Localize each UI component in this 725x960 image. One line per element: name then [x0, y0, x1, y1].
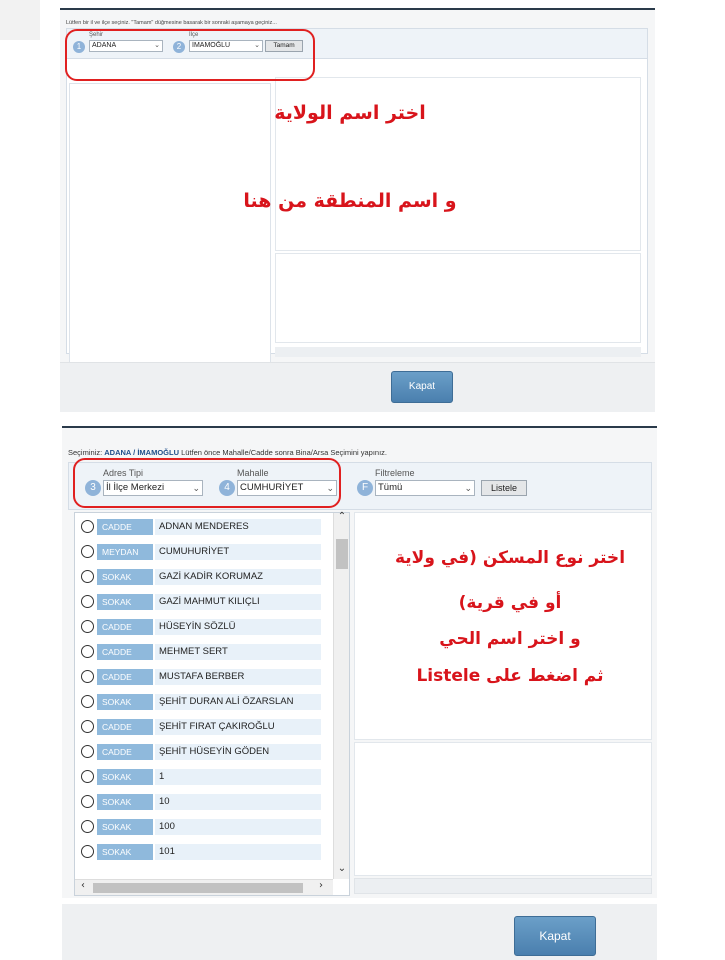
- street-type-tag: CADDE: [97, 619, 153, 635]
- city-value: ADANA: [92, 42, 117, 49]
- highlight-type-neighborhood: [73, 458, 341, 508]
- street-name: HÜSEYİN SÖZLÜ: [155, 619, 321, 635]
- scroll-down-icon[interactable]: ⌄: [337, 863, 347, 874]
- instruction-line-1: اختر نوع المسكن (في ولاية: [394, 548, 626, 568]
- dialog-hint: Lütfen bir il ve ilçe seçiniz. "Tamam" düğmesine basarak bir sonraki aşamaya geçiniz...: [66, 20, 277, 26]
- address-type-label: Adres Tipi: [103, 468, 144, 478]
- background-shade: [0, 0, 40, 40]
- dialog-footer: [62, 904, 657, 960]
- hint-prefix: Seçiminiz:: [68, 448, 105, 457]
- street-type-tag: SOKAK: [97, 844, 153, 860]
- street-row[interactable]: [75, 567, 331, 587]
- street-type-tag: MEYDAN: [97, 544, 153, 560]
- step-3-badge: 3: [85, 480, 101, 496]
- radio-button[interactable]: [81, 670, 94, 683]
- right-info-area: [354, 512, 652, 740]
- street-type-tag: SOKAK: [97, 769, 153, 785]
- filter-select[interactable]: [375, 480, 475, 496]
- city-label: Şehir: [89, 32, 104, 38]
- radio-button[interactable]: [81, 845, 94, 858]
- filter-badge: F: [357, 480, 373, 496]
- street-name: MUSTAFA BERBER: [155, 669, 321, 685]
- street-row[interactable]: [75, 517, 331, 537]
- radio-button[interactable]: [81, 695, 94, 708]
- street-name: ŞEHİT HÜSEYİN GÖDEN: [155, 744, 321, 760]
- street-type-tag: SOKAK: [97, 794, 153, 810]
- close-button[interactable]: Kapat: [514, 916, 596, 956]
- street-row[interactable]: [75, 767, 331, 787]
- scroll-right-icon[interactable]: ›: [319, 880, 323, 891]
- left-list-area: [69, 83, 271, 363]
- street-row[interactable]: [75, 667, 331, 687]
- chevron-down-icon: ⌄: [154, 42, 160, 49]
- dialog-footer: [60, 362, 655, 412]
- street-name: MEHMET SERT: [155, 644, 321, 660]
- street-type-tag: CADDE: [97, 519, 153, 535]
- street-name: 100: [155, 819, 321, 835]
- instruction-line-1: اختر اسم الولاية: [274, 102, 426, 124]
- street-type-tag: CADDE: [97, 719, 153, 735]
- radio-button[interactable]: [81, 520, 94, 533]
- hint-selection: ADANA / İMAMOĞLU: [104, 448, 179, 457]
- street-name: ŞEHİT FIRAT ÇAKIROĞLU: [155, 719, 321, 735]
- filter-value: Tümü: [378, 482, 403, 493]
- street-name: CUMUHURİYET: [155, 544, 321, 560]
- dialog-hint: [68, 448, 387, 457]
- instruction-line-4: ثم اضغط على Listele: [416, 666, 604, 686]
- street-type-tag: CADDE: [97, 644, 153, 660]
- street-name: ŞEHİT DURAN ALİ ÖZARSLAN: [155, 694, 321, 710]
- street-name: GAZİ MAHMUT KILIÇLI: [155, 594, 321, 610]
- radio-button[interactable]: [81, 770, 94, 783]
- street-row[interactable]: [75, 592, 331, 612]
- chevron-down-icon: ⌄: [254, 42, 260, 49]
- radio-button[interactable]: [81, 795, 94, 808]
- radio-button[interactable]: [81, 820, 94, 833]
- scroll-up-icon[interactable]: ⌃: [337, 511, 347, 522]
- radio-button[interactable]: [81, 645, 94, 658]
- hint-suffix: Lütfen önce Mahalle/Cadde sonra Bina/Arsa Seçimini yapınız.: [178, 448, 388, 457]
- street-name: 1: [155, 769, 321, 785]
- step-4-badge: 4: [219, 480, 235, 496]
- chevron-down-icon: ⌄: [464, 483, 472, 493]
- street-type-tag: SOKAK: [97, 594, 153, 610]
- step-2-badge: 2: [173, 41, 185, 53]
- instruction-line-2: و اسم المنطقة من هنا: [243, 190, 457, 212]
- step-1-badge: 1: [73, 41, 85, 53]
- street-type-tag: CADDE: [97, 669, 153, 685]
- neighborhood-label: Mahalle: [237, 468, 269, 478]
- street-list: [74, 512, 350, 896]
- scroll-thumb[interactable]: [93, 883, 303, 893]
- street-type-tag: SOKAK: [97, 694, 153, 710]
- radio-button[interactable]: [81, 570, 94, 583]
- radio-button[interactable]: [81, 720, 94, 733]
- street-row[interactable]: [75, 742, 331, 762]
- street-name: 101: [155, 844, 321, 860]
- right-scrollbar[interactable]: [275, 347, 641, 357]
- highlight-city-district: [65, 29, 315, 81]
- district-label: İlçe: [189, 32, 199, 38]
- instruction-line-2: أو في قرية): [458, 593, 562, 613]
- address-type-value: İl İlçe Merkezi: [106, 482, 165, 493]
- right-scrollbar[interactable]: [354, 878, 652, 894]
- street-type-tag: SOKAK: [97, 569, 153, 585]
- street-type-tag: CADDE: [97, 744, 153, 760]
- street-row[interactable]: [75, 542, 331, 562]
- filter-label: Filtreleme: [375, 468, 415, 478]
- street-row[interactable]: [75, 792, 331, 812]
- radio-button[interactable]: [81, 595, 94, 608]
- radio-button[interactable]: [81, 545, 94, 558]
- street-name: 10: [155, 794, 321, 810]
- right-detail-area: [275, 253, 641, 343]
- radio-button[interactable]: [81, 620, 94, 633]
- street-row[interactable]: [75, 642, 331, 662]
- scroll-left-icon[interactable]: ‹: [81, 880, 85, 891]
- horizontal-scrollbar[interactable]: [75, 879, 333, 895]
- list-button[interactable]: Listele: [481, 480, 527, 496]
- neighborhood-value: CUMHURİYET: [240, 482, 304, 493]
- close-button[interactable]: Kapat: [391, 371, 453, 403]
- street-name: GAZİ KADİR KORUMAZ: [155, 569, 321, 585]
- street-row[interactable]: [75, 692, 331, 712]
- ok-button[interactable]: Tamam: [265, 40, 303, 52]
- street-row[interactable]: [75, 842, 331, 862]
- street-row[interactable]: [75, 817, 331, 837]
- radio-button[interactable]: [81, 745, 94, 758]
- chevron-down-icon: ⌄: [326, 483, 334, 493]
- street-row[interactable]: [75, 617, 331, 637]
- district-value: İMAMOĞLU: [192, 42, 231, 49]
- street-row[interactable]: [75, 717, 331, 737]
- street-type-tag: SOKAK: [97, 819, 153, 835]
- right-detail-area: [354, 742, 652, 876]
- street-name: ADNAN MENDERES: [155, 519, 321, 535]
- chevron-down-icon: ⌄: [192, 483, 200, 493]
- instruction-line-3: و اختر اسم الحي: [439, 629, 581, 649]
